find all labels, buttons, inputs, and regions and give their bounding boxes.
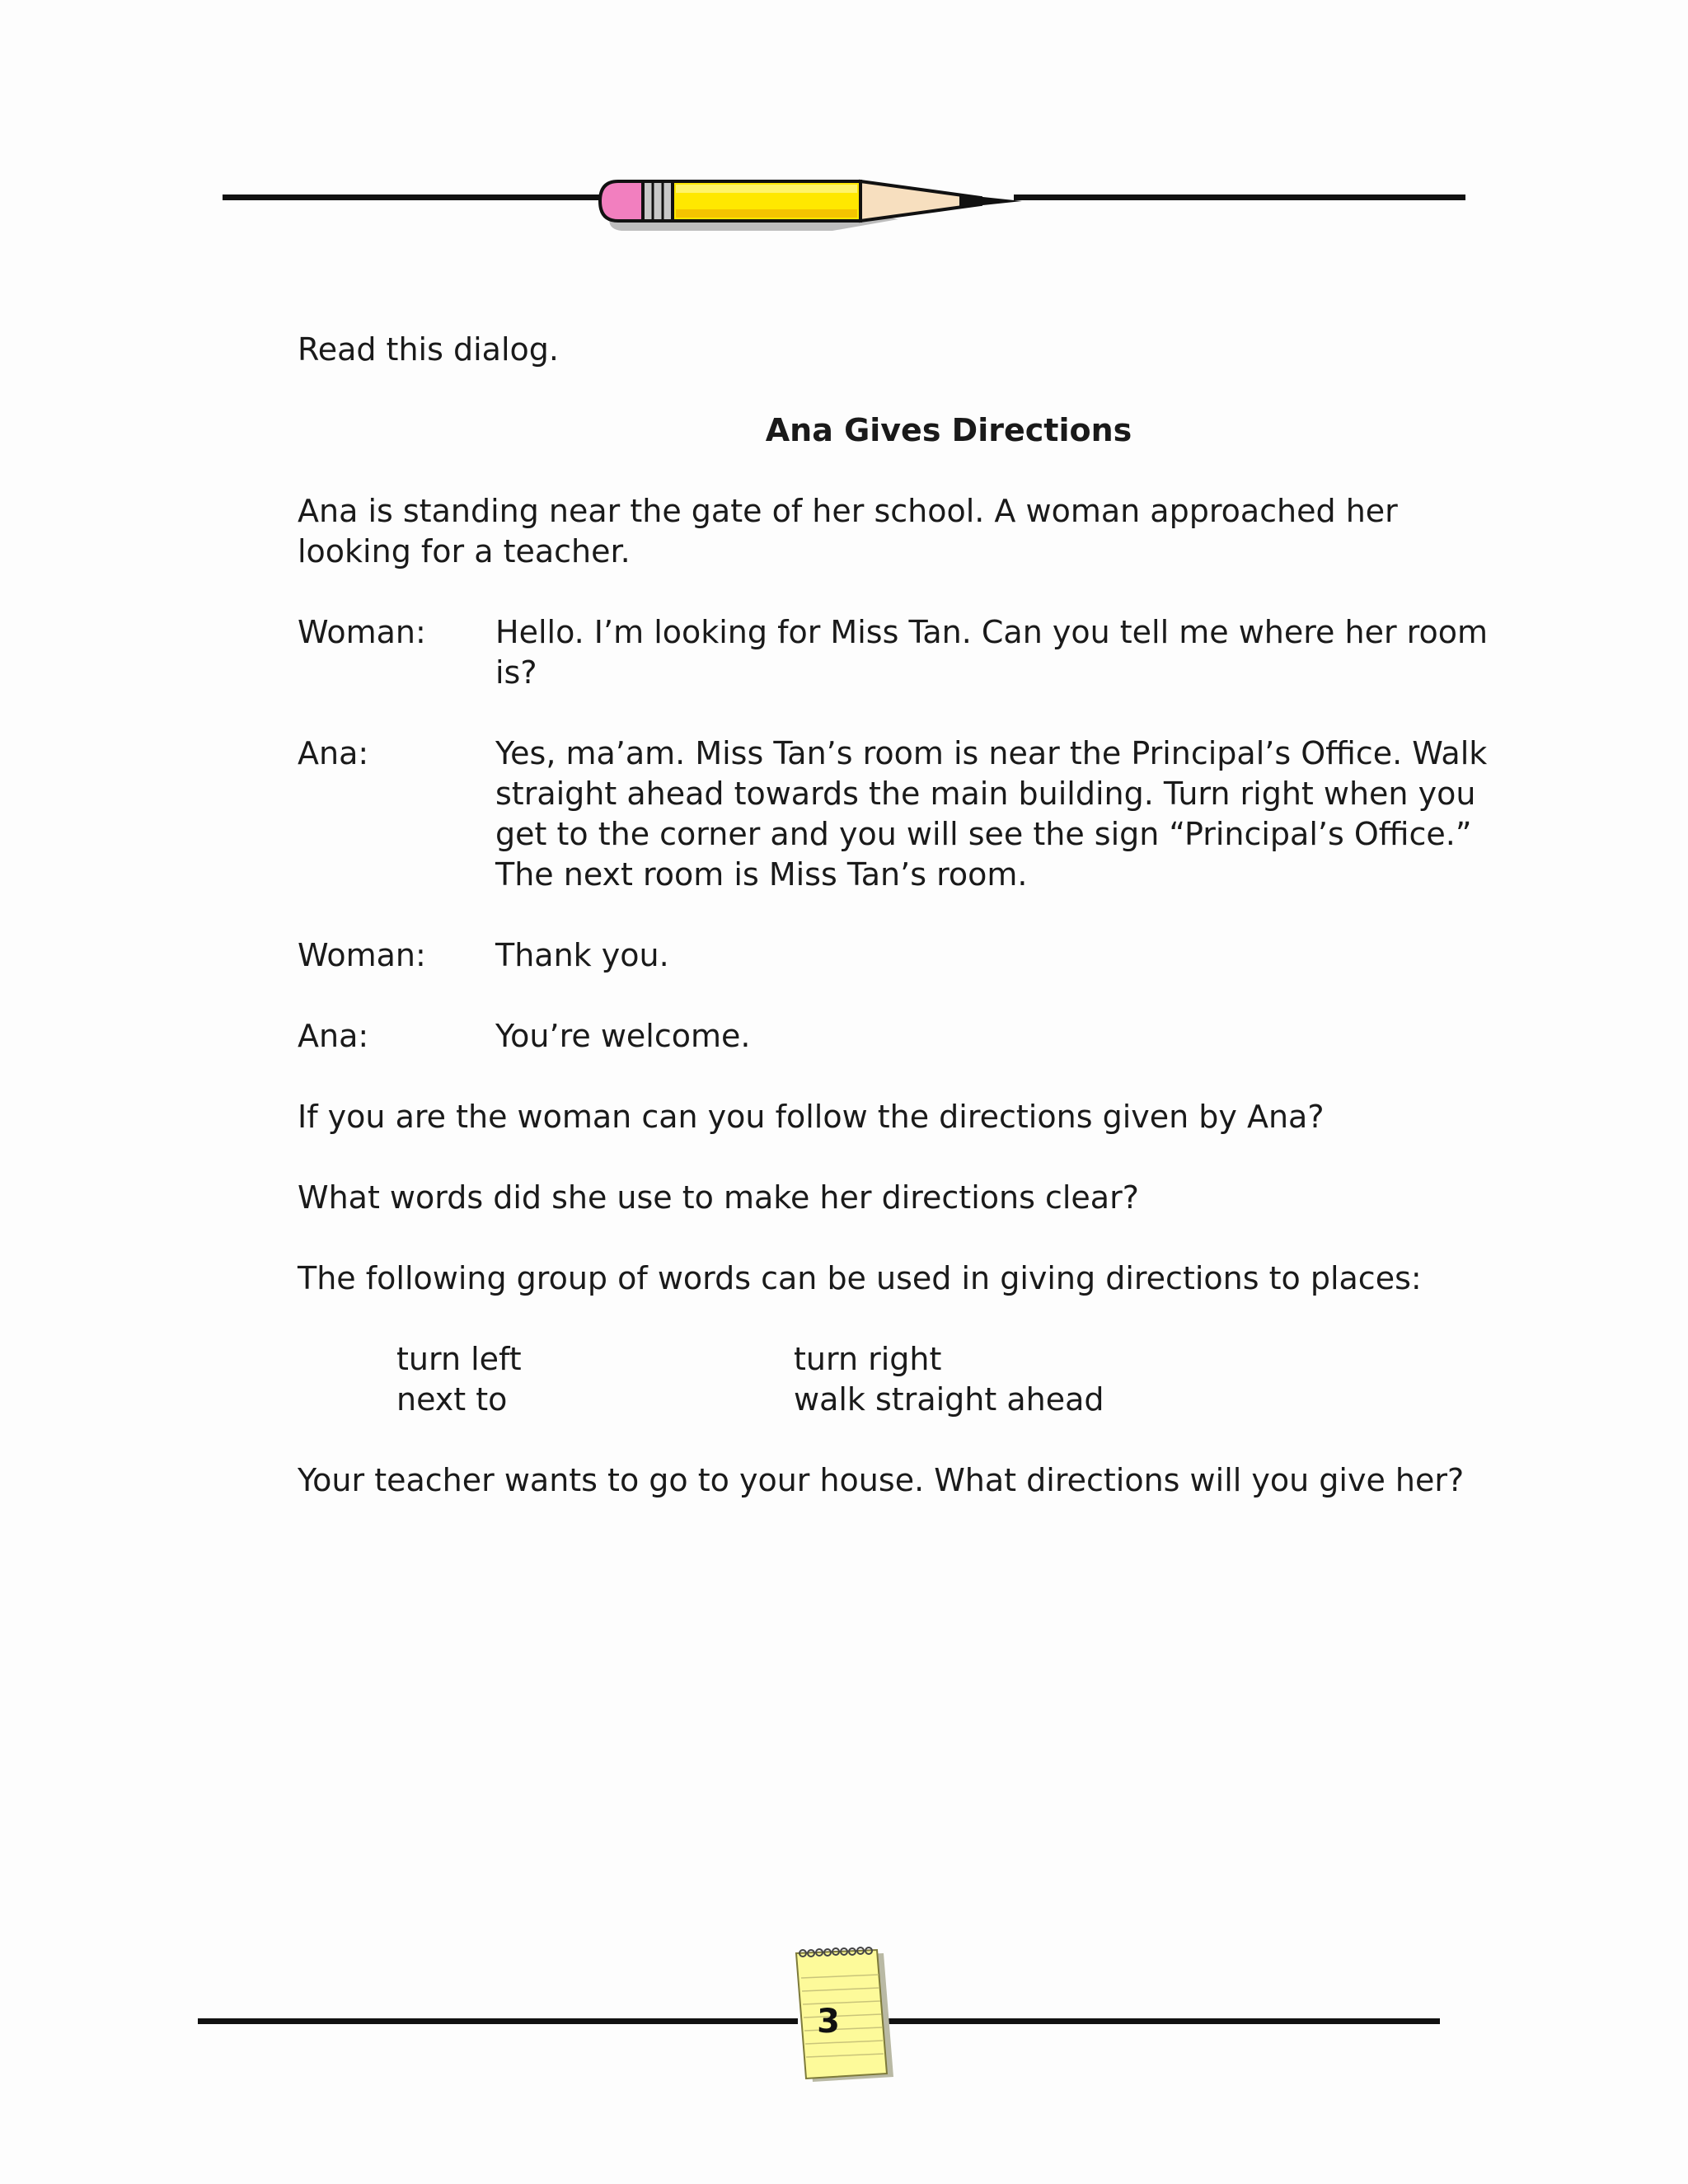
dialog-speaker: Woman: (298, 614, 426, 650)
intro-text: Read this dialog. (298, 331, 559, 368)
question-follow-directions: If you are the woman can you follow the directions given by Ana? (298, 1099, 1325, 1135)
scene-text: Ana is standing near the gate of her school. A woman approached her looking for a teacher. (298, 493, 1398, 569)
page-number: 3 (817, 2003, 840, 2041)
dialog-speaker: Woman: (298, 937, 426, 973)
dialog-line (298, 612, 1501, 693)
dialog-text: Thank you. (495, 937, 669, 973)
direction-word: turn left (396, 1341, 522, 1377)
question-words-used: What words did she use to make her directions clear? (298, 1179, 1139, 1216)
dialog-text: You’re welcome. (495, 1018, 751, 1054)
header-rule-right (1022, 194, 1465, 200)
header-rule-tail (1014, 194, 1030, 200)
direction-words-list (396, 1339, 1501, 1420)
direction-word: next to (396, 1381, 508, 1418)
pencil-icon (585, 165, 1071, 247)
header-rule-left (223, 194, 602, 200)
dialog-line (298, 1016, 1501, 1057)
dialog-speaker: Ana: (298, 1018, 369, 1054)
dialog-line (298, 733, 1501, 895)
dialog-title: Ana Gives Directions (765, 412, 1132, 448)
words-intro: The following group of words can be used in giving directions to places: (298, 1260, 1422, 1296)
direction-word: walk straight ahead (794, 1381, 1104, 1418)
final-question: Your teacher wants to go to your house. What directions will you give her? (298, 1462, 1465, 1498)
direction-word: turn right (794, 1341, 942, 1377)
dialog-text: Yes, ma’am. Miss Tan’s room is near the Principal’s Office. Walk straight ahead towards the main building. Turn right when you get to the corner and you will see the sign “Principal’s Office.” The next room is Miss Tan’s room. (495, 735, 1488, 893)
worksheet-body (298, 330, 1501, 1501)
dialog-text: Hello. I’m looking for Miss Tan. Can you tell me where her room is? (495, 614, 1488, 691)
dialog-speaker: Ana: (298, 735, 369, 771)
footer-rule-right (886, 2018, 1440, 2024)
dialog-line (298, 935, 1501, 976)
footer-rule-left (198, 2018, 798, 2024)
